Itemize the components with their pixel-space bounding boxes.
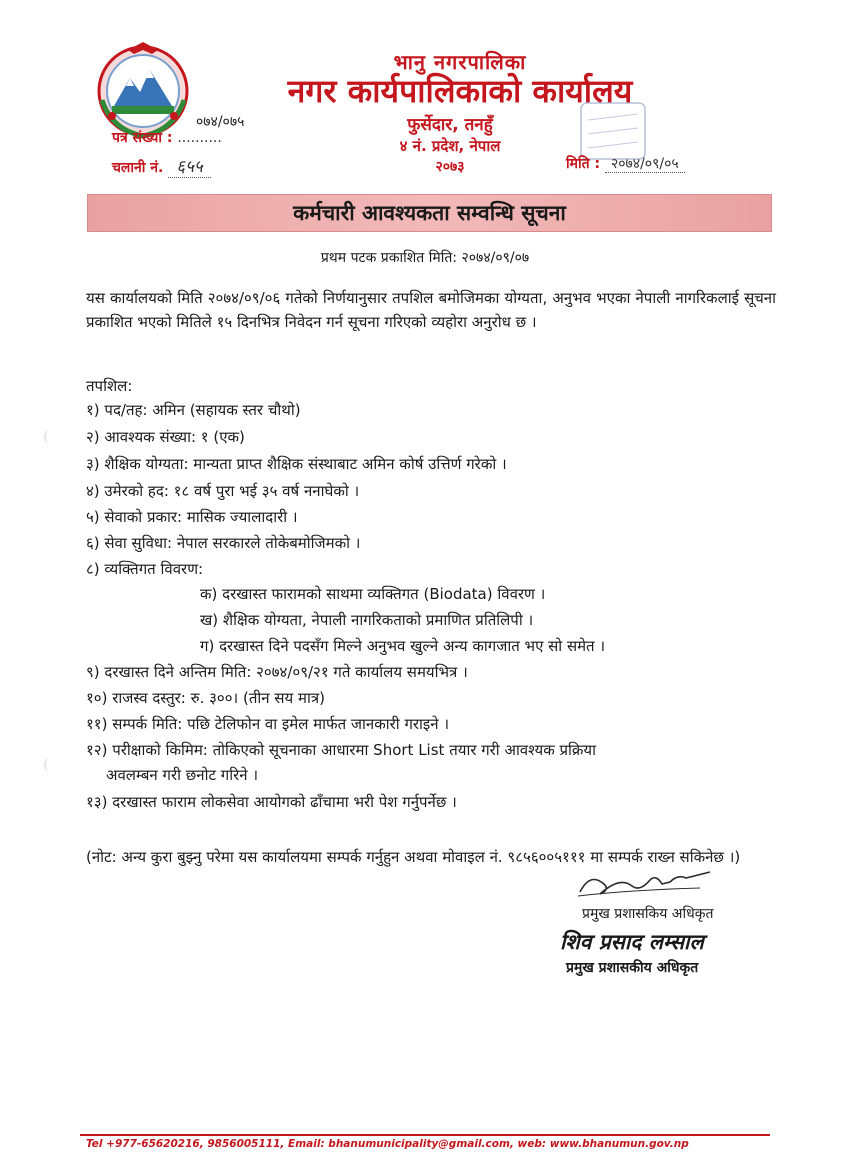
municipality-emblem bbox=[92, 40, 194, 142]
office-location: फुर्सेदार, तनहुँ bbox=[407, 115, 493, 135]
details-heading: तपशिल: bbox=[86, 377, 133, 395]
footer-divider bbox=[80, 1134, 770, 1136]
notice-title-banner bbox=[87, 194, 772, 232]
fiscal-year: ०७४/०७५ bbox=[196, 114, 245, 130]
punch-hole-mark bbox=[44, 430, 56, 444]
list-item: ३) शैक्षिक योग्यता: मान्यता प्राप्त शैक्षिक संस्थाबाट अमिन कोर्ष उत्तिर्ण गरेको । bbox=[86, 455, 507, 473]
list-item: १२) परीक्षाको किमिम: तोकिएको सूचनाका आधारमा Short List तयार गरी आवश्यक प्रक्रिया bbox=[86, 741, 597, 759]
sub-list-item: क) दरखास्त फारामको साथमा व्यक्तिगत (Biodata) विवरण । bbox=[200, 585, 546, 603]
punch-hole-mark bbox=[44, 758, 56, 772]
list-item: १३) दरखास्त फाराम लोकसेवा आयोगको ढाँचामा भरी पेश गर्नुपर्नेछ । bbox=[86, 793, 457, 811]
list-item: ४) उमेरको हद: १८ वर्ष पुरा भई ३५ वर्ष ननाघेको । bbox=[86, 482, 360, 500]
list-item-continuation: अवलम्बन गरी छनोट गरिने । bbox=[106, 766, 259, 784]
reference-label: पत्र संख्या : bbox=[112, 130, 173, 146]
office-stamp bbox=[578, 100, 648, 162]
notice-title: कर्मचारी आवश्यकता सम्वन्धि सूचना bbox=[293, 201, 566, 225]
sub-list-item: ग) दरखास्त दिने पदसँग मिल्ने अनुभव खुल्ने अन्य कागजात भए सो समेत । bbox=[200, 637, 606, 655]
date-label: मिति : bbox=[566, 156, 601, 172]
letter-date bbox=[566, 154, 685, 173]
signatory-name: शिव प्रसाद लम्साल bbox=[560, 930, 704, 954]
contact-note: (नोट: अन्य कुरा बुझ्नु परेमा यस कार्यालयमा सम्पर्क गर्नुहुन अथवा मोवाइल नं. ९८५६००५१११ मा सम्पर्क राख्न सकिनेछ ।) bbox=[86, 848, 741, 866]
municipality-name: भानु नगरपालिका bbox=[393, 50, 527, 74]
list-item: १) पद/तह: अमिन (सहायक स्तर चौथो) bbox=[86, 401, 301, 419]
dispatch-label: चलानी नं. bbox=[112, 160, 164, 176]
footer-contact: Tel +977-65620216, 9856005111, Email: bhanumunicipality@gmail.com, web: www.bhanumun.gov.np bbox=[86, 1138, 689, 1150]
office-title: नगर कार्यपालिकाको कार्यालय bbox=[287, 72, 633, 110]
list-item: ११) सम्पर्क मिति: पछि टेलिफोन वा इमेल मार्फत जानकारी गराइने । bbox=[86, 715, 450, 733]
notice-intro: यस कार्यालयको मिति २०७४/०९/०६ गतेको निर्णयानुसार तपशिल बमोजिमका योग्यता, अनुभव भएका नेपाली नागरिकलाई सूचना प्रकाशित भएको मितिले १५ दिनभित्र निवेदन गर्न सूचना गरिएको व्यहोरा अनुरोध छ । bbox=[86, 289, 776, 331]
handwritten-signature bbox=[570, 862, 720, 902]
signatory-title-stamp: प्रमुख प्रशासकीय अधिकृत bbox=[566, 960, 699, 976]
sub-list-item: ख) शैक्षिक योग्यता, नेपाली नागरिकताको प्रमाणित प्रतिलिपी । bbox=[200, 611, 534, 629]
list-item: ५) सेवाको प्रकार: मासिक ज्यालादारी । bbox=[86, 508, 298, 526]
list-item: २) आवश्यक संख्या: १ (एक) bbox=[86, 428, 245, 446]
list-item: ८) व्यक्तिगत विवरण: bbox=[86, 560, 204, 578]
signatory-title: प्रमुख प्रशासकिय अधिकृत bbox=[582, 906, 714, 922]
date-value: २०७४/०९/०५ bbox=[605, 156, 685, 173]
reference-value: .......... bbox=[177, 130, 222, 146]
established-year: २०७३ bbox=[435, 159, 465, 175]
published-date: प्रथम पटक प्रकाशित मिति: २०७४/०९/०७ bbox=[320, 250, 530, 266]
list-item: ६) सेवा सुविधा: नेपाल सरकारले तोकेबमोजिमको । bbox=[86, 534, 361, 552]
list-item: १०) राजस्व दस्तुर: रु. ३००। (तीन सय मात्र) bbox=[86, 689, 325, 707]
province: ४ नं. प्रदेश, नेपाल bbox=[399, 137, 501, 155]
list-item: ९) दरखास्त दिने अन्तिम मिति: २०७४/०९/२१ गते कार्यालय समयभित्र । bbox=[86, 663, 468, 681]
dispatch-number bbox=[112, 154, 211, 177]
dispatch-value: ६५५ bbox=[168, 157, 211, 178]
